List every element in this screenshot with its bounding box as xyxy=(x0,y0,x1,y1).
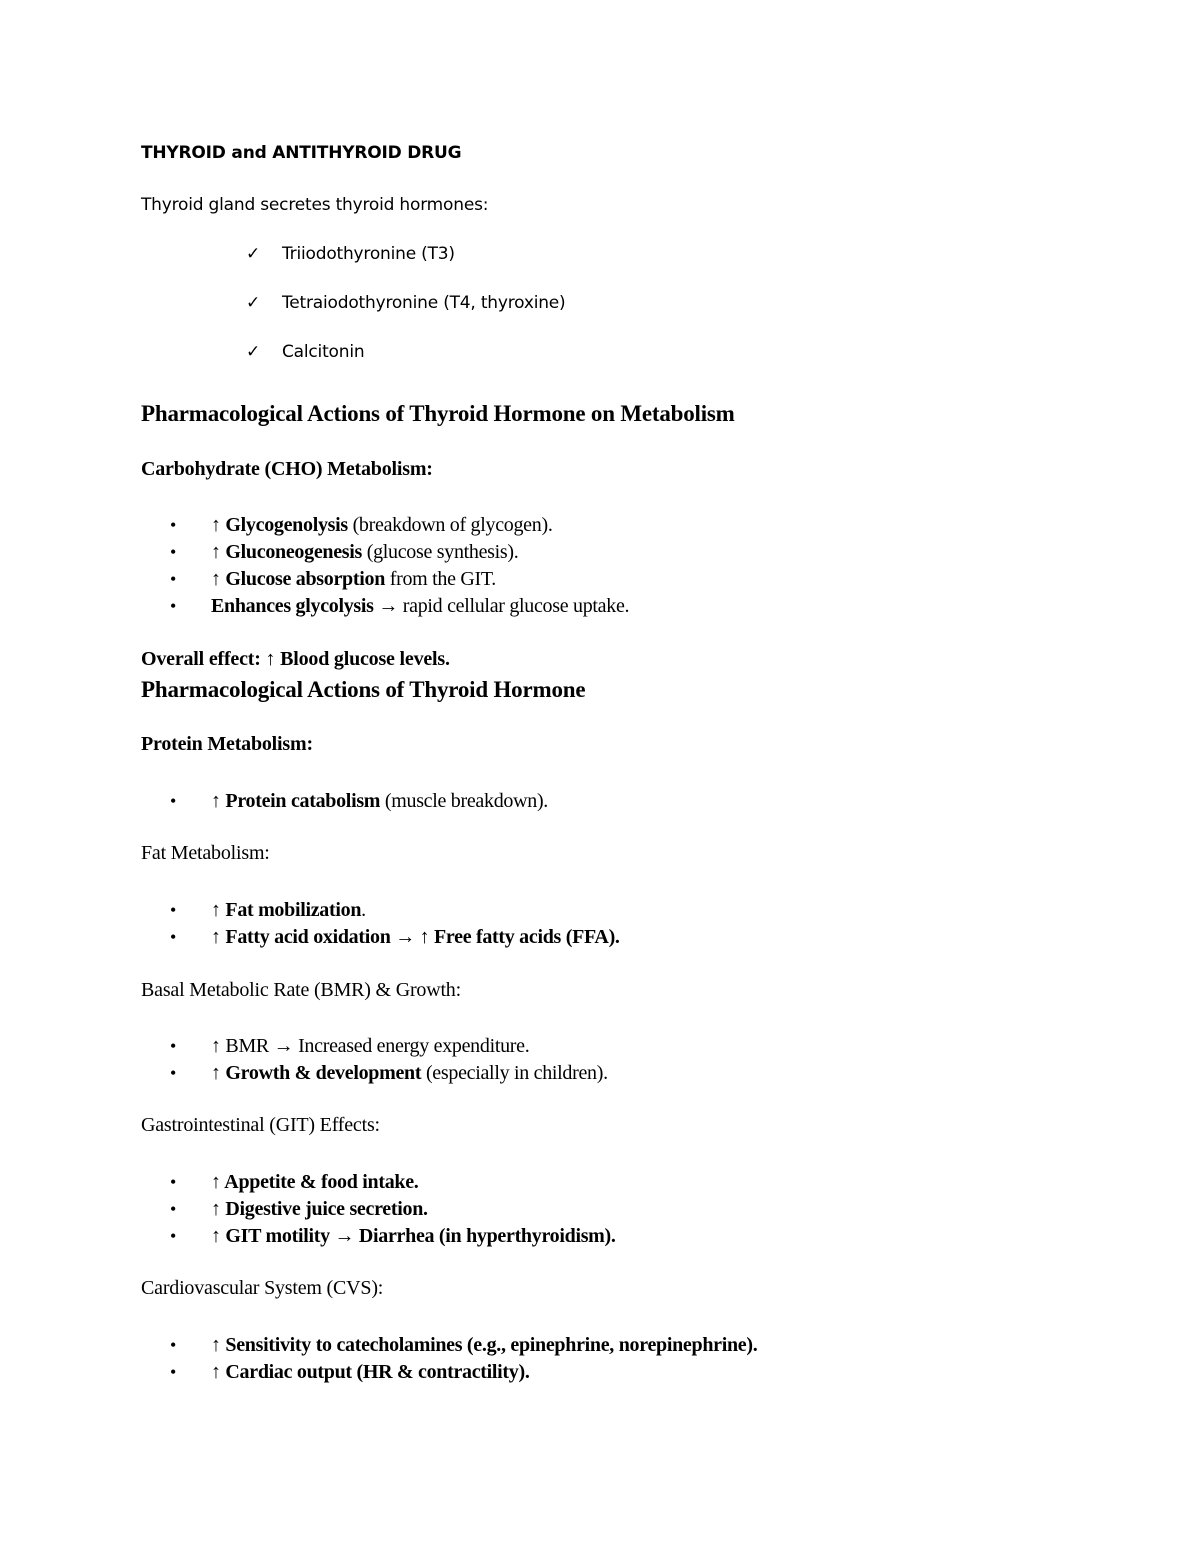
section-heading-metabolism: Pharmacological Actions of Thyroid Hormone on Metabolism xyxy=(141,401,735,426)
list-item: • ↑ Sensitivity to catecholamines (e.g., epinephrine, norepinephrine). xyxy=(170,1332,757,1359)
checkmark-icon: ✓ xyxy=(246,342,261,362)
bullet-icon: • xyxy=(170,542,177,562)
list-item: • ↑ Growth & development (especially in children). xyxy=(170,1060,608,1087)
list-item: • ↑ Glucose absorption from the GIT. xyxy=(170,566,629,593)
list-item: • ↑ Fat mobilization. xyxy=(170,897,620,924)
bullet-icon: • xyxy=(170,1063,177,1083)
bullet-icon: • xyxy=(170,900,177,920)
hormone-label: Calcitonin xyxy=(282,342,365,362)
cvs-list xyxy=(170,1332,757,1386)
list-item: • ↑ Appetite & food intake. xyxy=(170,1169,616,1196)
bullet-icon: • xyxy=(170,1362,177,1382)
subheading-cho: Carbohydrate (CHO) Metabolism: xyxy=(141,458,433,480)
bullet-icon: • xyxy=(170,569,177,589)
hormone-label: Tetraiodothyronine (T4, thyroxine) xyxy=(282,293,566,313)
bullet-icon: • xyxy=(170,791,177,811)
hormone-item xyxy=(246,244,565,293)
cho-list xyxy=(170,512,629,620)
fat-list xyxy=(170,897,620,951)
checkmark-icon: ✓ xyxy=(246,244,261,264)
protein-list xyxy=(170,788,548,815)
list-item: • ↑ Glycogenolysis (breakdown of glycogen). xyxy=(170,512,629,539)
list-item: • ↑ BMR → Increased energy expenditure. xyxy=(170,1033,608,1060)
bullet-icon: • xyxy=(170,1226,177,1246)
list-item: • ↑ Digestive juice secretion. xyxy=(170,1196,616,1223)
bullet-icon: • xyxy=(170,1335,177,1355)
list-item: • ↑ Cardiac output (HR & contractility). xyxy=(170,1359,757,1386)
subheading-bmr: Basal Metabolic Rate (BMR) & Growth: xyxy=(141,979,461,1001)
bullet-icon: • xyxy=(170,1199,177,1219)
subheading-protein: Protein Metabolism: xyxy=(141,733,313,755)
list-item: • Enhances glycolysis → rapid cellular glucose uptake. xyxy=(170,593,629,620)
bullet-icon: • xyxy=(170,596,177,616)
hormone-label: Triiodothyronine (T3) xyxy=(282,244,455,264)
list-item: • ↑ GIT motility → Diarrhea (in hyperthyroidism). xyxy=(170,1223,616,1250)
bullet-icon: • xyxy=(170,927,177,947)
list-item: • ↑ Gluconeogenesis (glucose synthesis). xyxy=(170,539,629,566)
intro-text: Thyroid gland secretes thyroid hormones: xyxy=(141,195,489,215)
section-heading-actions: Pharmacological Actions of Thyroid Hormone xyxy=(141,677,586,702)
hormone-list xyxy=(246,244,565,391)
hormone-item xyxy=(246,342,565,391)
subheading-cvs: Cardiovascular System (CVS): xyxy=(141,1277,384,1299)
subheading-fat: Fat Metabolism: xyxy=(141,842,270,864)
bullet-icon: • xyxy=(170,1036,177,1056)
list-item: • ↑ Fatty acid oxidation → ↑ Free fatty acids (FFA). xyxy=(170,924,620,951)
subheading-git: Gastrointestinal (GIT) Effects: xyxy=(141,1114,380,1136)
overall-effect: Overall effect: ↑ Blood glucose levels. xyxy=(141,648,450,670)
checkmark-icon: ✓ xyxy=(246,293,261,313)
hormone-item xyxy=(246,293,565,342)
bmr-list xyxy=(170,1033,608,1087)
git-list xyxy=(170,1169,616,1250)
document-title: THYROID and ANTITHYROID DRUG xyxy=(141,143,462,163)
bullet-icon: • xyxy=(170,515,177,535)
list-item: • ↑ Protein catabolism (muscle breakdown). xyxy=(170,788,548,815)
bullet-icon: • xyxy=(170,1172,177,1192)
